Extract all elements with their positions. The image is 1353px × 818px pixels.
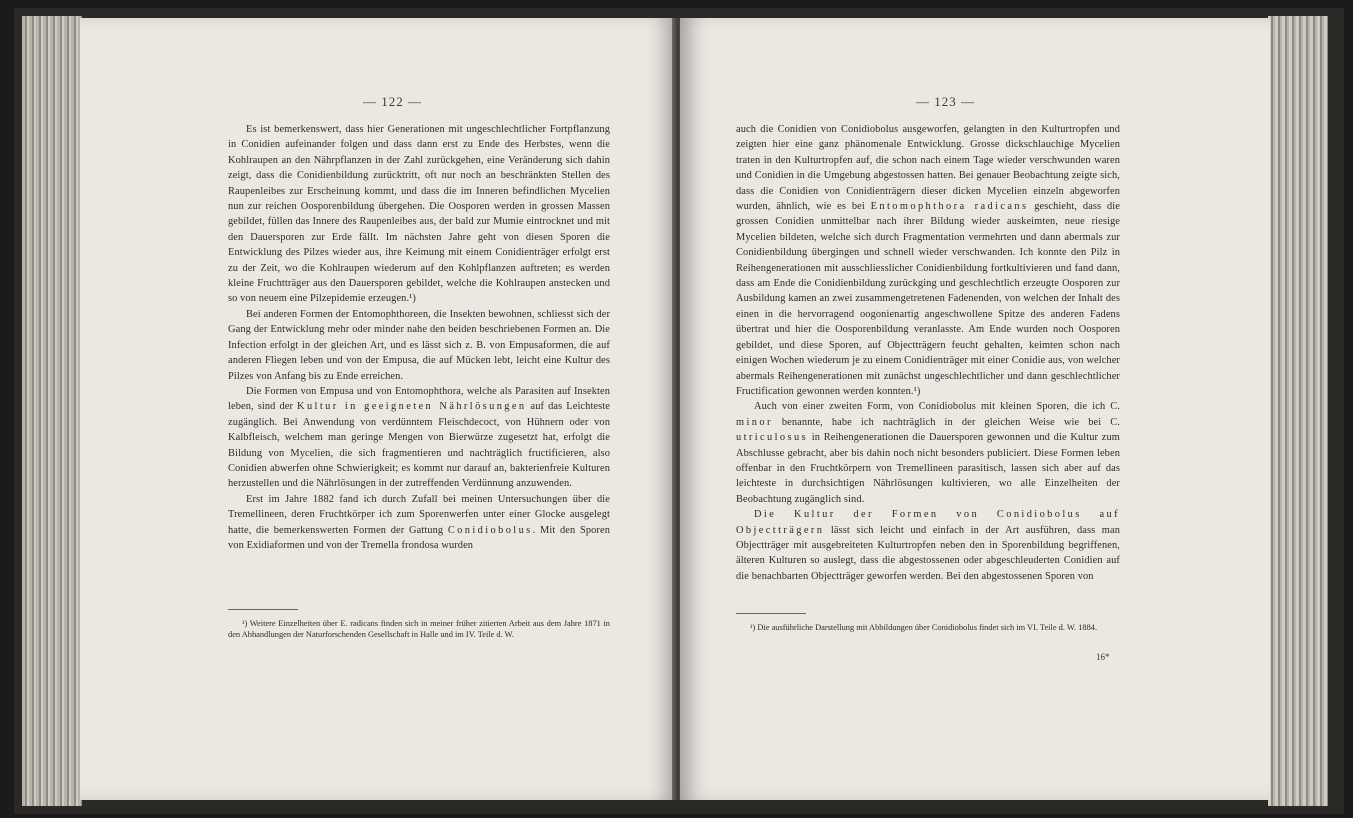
footnote-rule (228, 609, 298, 610)
right-page (680, 18, 1270, 800)
footnote-rule (736, 613, 806, 614)
emphasis-text: Entomophthora radicans (870, 201, 1029, 213)
text-run: lässt sich leicht und einfach in der Art ausführen, dass man Objectträger mit ausgebreiteten Kulturtropfen neben den in Sporenbildung begriffenen, älteren Kulturen so auslegt, dass die abgestossenen oder abgeschleuderten Conidien auf die benachbarten Objectträger geworfen werden. Bei den abgestossenen Sporen von (736, 524, 1120, 582)
text-run: in Reihengenerationen die Dauersporen gewonnen und die Kultur zum Abschlusse gebracht, aber bis dahin noch nicht besonders publiciert. Diese Formen leben offenbar in den Fruchtkörpern von Tremellineen parasitisch, lassen sich aber auf das leichteste in durchsichtigen Nährlösungen kultivieren, wo alle Einzelheiten der Beobachtung zugänglich sind. (736, 432, 1120, 505)
text-run: geschieht, dass die grossen Conidien unmittelbar nach ihrer Bildung wieder auskeimten, neue riesige Mycelien bildeten, welche sich durch Fragmentation vermehrten und dann abermals zur Conidienbildung übergingen und schnell wieder verschwanden. Ich konnte den Pilz in Reihengenerationen mit ausschliesslicher Conidienbildung fortkultivieren und fand dann, dass am Ende die Conidienbildung zurückging und geschlechtlich erzeugte Oosporen zur Ausbildung kamen an zwei zusammengetretenen Fadenenden, von welchen der Inhalt des einen in die hervorragend oogonienartig angeschwollene Spitze des anderen Fadens übertrat und hier die Oosporenbildung veranlasste. Am Ende wurden noch Oosporen gebildet, und diese Sporen, auf Objectträgern feucht gehalten, keimten schon nach einigen Wochen wiederum je zu einem Conidienträger mit einer Conidie aus, von welcher abermals Reihengenerationen mit zunächst ungeschlechtlicher und dann geschlechtlicher Fructification gewonnen werden konnten.¹) (736, 201, 1120, 397)
text-run: . Mit den Sporen von Exidiaformen und von der Tremella frondosa wurden (228, 524, 610, 551)
text-run: auf das Leichteste zugänglich. Bei Anwendung von verdünntem Fleischdecoct, von Hühnern oder von Kalbfleisch, welchem man geringe Mengen von Bierwürze zugesetzt hat, erfolgt die Bildung von Mycelien, die sich fragmentieren und nachträglich fructificieren, also Conidien abwerfen ohne Schwierigkeit; es kommt nur darauf an, bakterienfreie Kulturen herzustellen und die Nährlösungen in der zutreffenden Verdünnung anzuwenden. (228, 401, 610, 490)
emphasis-text: Die Kultur der Formen von Conidiobolus auf Objectträgern (736, 509, 1120, 536)
text-run: Die Formen von Empusa und von Entomophthora, welche als Parasiten auf Insekten leben, sind der (228, 385, 610, 413)
page-number: — 123 — (916, 94, 975, 109)
paragraph: Bei anderen Formen der Entomophthoreen, die Insekten bewohnen, schliesst sich der Gang der Entwicklung mehr oder minder nahe den beiden beschriebenen Formen an. Die Infection erfolgt in der gleichen Art, und es lässt sich z. B. von Empusaformen, die auf anderen Fliegen leben und von der Empusa, die auf Mücken lebt, leicht eine Kultur des Pilzes von Anfang bis zu Ende erreichen. (228, 308, 610, 382)
emphasis-text: utriculosus (736, 432, 809, 444)
printer-signature: 16* (1096, 652, 1110, 662)
text-run: Erst im Jahre 1882 fand ich durch Zufall bei meinen Untersuchungen über die Tremellineen, deren Fruchtkörper ich zum Sporenwerfen unter einer Glocke ausgelegt hatte, die bemerkenswerten Formen der Gattung (228, 493, 610, 536)
paragraph (736, 507, 1120, 584)
body-text (736, 122, 1120, 584)
footnote-text: ¹) Weitere Einzelheiten über E. radicans finden sich in meiner früher zitierten Arbeit aus dem Jahre 1871 in den Abhandlungen der Naturforschenden Gesellschaft in Halle und im IV. Teile d. W. (228, 619, 610, 640)
emphasis-text: minor (736, 416, 773, 428)
paragraph (228, 384, 610, 492)
footnote (736, 622, 1120, 633)
footnote (228, 618, 610, 641)
page-edges-right (1268, 16, 1328, 806)
text-run: auch die Conidien von Conidiobolus ausgeworfen, gelangten in den Kulturtropfen und zeigten hier eine ganz phänomenale Entwicklung. Grosse dickschlauchige Mycelien traten in den Kulturtropfen auf, die schon nach einem Tage wieder verschwunden waren und Conidien in die Umgebung abgestossen hatten. Bei genauer Beobachtung zeigte sich, dass die Conidien von Conidienträgern dieser dicken Mycelien einzeln abgeworfen wurden, ähnlich, wie es bei (736, 124, 1120, 213)
paragraph: Es ist bemerkenswert, dass hier Generationen mit ungeschlechtlicher Fortpflanzung in Conidien aufeinander folgen und dass dann erst zu Ende des Herbstes, wenn die Kohlraupen an den Nährpflanzen in der Zahl zurückgehen, eine Veränderung sich dahin zeigt, dass die Conidienbildung zurücktritt, oft nur noch an beschränkten Stellen des Raupenleibes zur Erscheinung kommt, und dass die im Inneren befindlichen Mycelien nun zur reichen Oosporenbildung übergehen. Die Oosporen werden in grossen Massen gebildet, füllen das Innere des Raupenleibes aus, der bald zur Mumie eintrocknet und mit den Dauersporen zur Erde fällt. Im nächsten Jahre geht von diesen Sporen die Entwicklung des Pilzes wieder aus, ihre Keimung mit einem Conidienträger erfolgt erst zu der Zeit, wo die Kohlraupen wiederum auf den Kohlpflanzen auftreten; es werden kleine Fruchtträger aus den Dauersporen gebildet, welche die Kohlraupen anstecken und so von neuem eine Pilzepidemie erzeugen.¹) (228, 124, 610, 305)
body-text (228, 122, 610, 553)
text-run: benannte, habe ich nachträglich in der gleichen Weise wie bei C. (772, 416, 1120, 428)
footnote-text: ¹) Die ausführliche Darstellung mit Abbildungen über Conidiobolus findet sich im VI. Teile d. W. 1884. (750, 623, 1098, 632)
paragraph (228, 492, 610, 554)
page-edges-left (22, 16, 82, 806)
page-number: — 122 — (363, 94, 422, 109)
emphasis-text: Kultur in geeigneten Nährlösungen (297, 401, 527, 413)
text-run: Auch von einer zweiten Form, von Conidiobolus mit kleinen Sporen, die ich C. (754, 401, 1120, 413)
left-page (80, 18, 676, 800)
paragraph (736, 399, 1120, 507)
emphasis-text: Conidiobolus (447, 524, 533, 536)
paragraph (736, 122, 1120, 399)
